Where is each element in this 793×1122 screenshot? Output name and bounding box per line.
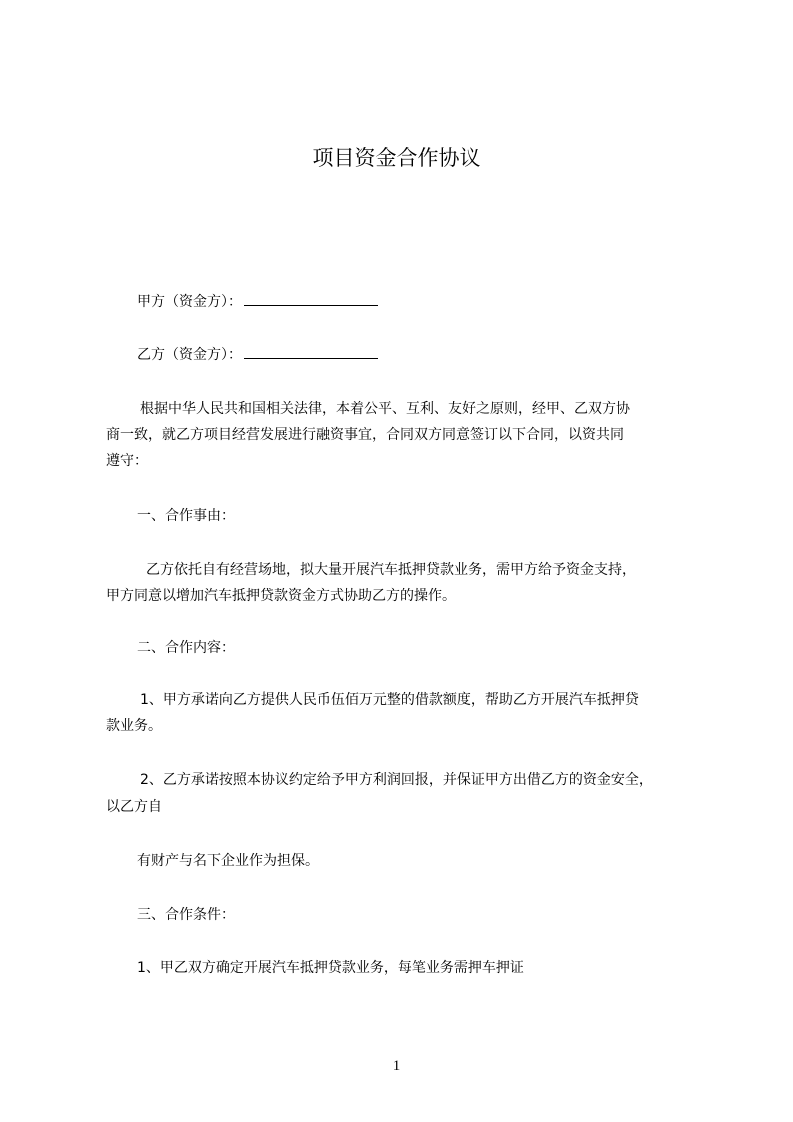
- page-number: 1: [392, 1058, 401, 1074]
- party-a-label: 甲方（资金方）：: [137, 294, 242, 310]
- section3-item1: 1、甲乙双方确定开展汽车抵押贷款业务，每笔业务需押车押证: [137, 960, 524, 976]
- section2-item2-line-2: 以乙方自: [106, 799, 162, 815]
- section3-heading: 三、合作条件：: [137, 907, 235, 923]
- preamble-line-1: 根据中华人民共和国相关法律，本着公平、互利、友好之原则，经甲、乙双方协: [140, 401, 630, 417]
- section1-line-1: 乙方依托自有经营场地，拟大量开展汽车抵押贷款业务，需甲方给予资金支持，: [146, 562, 636, 578]
- section1-line-2: 甲方同意以增加汽车抵押贷款资金方式协助乙方的操作。: [106, 588, 456, 604]
- preamble-line-3: 遵守：: [106, 453, 148, 469]
- party-a-blank: [244, 291, 378, 306]
- document-title: 项目资金合作协议: [312, 146, 481, 170]
- party-b-line: [137, 344, 378, 365]
- preamble-line-2: 商一致，就乙方项目经营发展进行融资事宜，合同双方同意签订以下合同，以资共同: [106, 427, 624, 443]
- section2-item2-line-1: 2、乙方承诺按照本协议约定给予甲方利润回报，并保证甲方出借乙方的资金安全，: [140, 772, 653, 788]
- section2-item1-line-2: 款业务。: [106, 718, 162, 734]
- party-a-line: [137, 291, 378, 312]
- section2-item1-line-1: 1、甲方承诺向乙方提供人民币伍佰万元整的借款额度，帮助乙方开展汽车抵押贷: [140, 692, 639, 708]
- section2-item2-line-3: 有财产与名下企业作为担保。: [137, 853, 319, 869]
- party-b-blank: [244, 344, 378, 359]
- section1-heading: 一、合作事由：: [137, 508, 235, 524]
- party-b-label: 乙方（资金方）：: [137, 347, 242, 363]
- section2-heading: 二、合作内容：: [137, 640, 235, 656]
